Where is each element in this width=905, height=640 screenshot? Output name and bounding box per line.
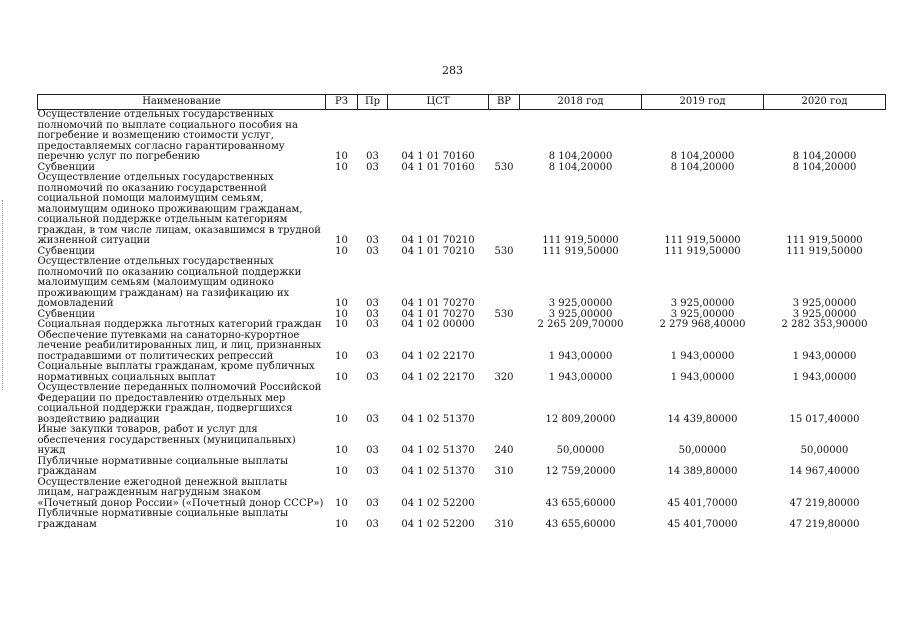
row-rz: 10 <box>335 466 348 477</box>
row-pr: 03 <box>366 371 379 383</box>
row-cst: 04 1 01 70160 <box>401 151 475 162</box>
row-2018: 1 943,00000 <box>548 350 613 362</box>
row-2019: 2 279 968,40000 <box>659 319 746 330</box>
row-2020: 15 017,40000 <box>789 413 860 425</box>
table-body <box>38 110 886 531</box>
row-2020: 8 104,20000 <box>792 151 857 162</box>
row-vr: 310 <box>494 466 514 477</box>
header-vr: ВР <box>489 95 520 110</box>
row-name: Иные закупки товаров, работ и услуг для обеспечения государственных (муниципальных) нужд <box>37 424 296 456</box>
row-rz: 10 <box>335 235 348 246</box>
row-name: Социальные выплаты гражданам, кроме публичных нормативных социальных выплат <box>37 361 315 383</box>
row-2020: 50,00000 <box>800 445 849 456</box>
row-pr: 03 <box>366 298 379 309</box>
row-vr <box>489 257 520 310</box>
row-vr <box>489 478 520 510</box>
row-2019: 45 401,70000 <box>667 518 738 530</box>
row-2019: 45 401,70000 <box>667 497 738 509</box>
table-row <box>38 173 886 247</box>
header-2019: 2019 год <box>642 95 764 110</box>
row-2018: 111 919,50000 <box>542 235 619 246</box>
row-rz: 10 <box>335 161 348 173</box>
row-name: Осуществление ежегодной денежной выплаты лицам, награжденным нагрудным знаком «Почетный донор России» («Почетный донор СССР») <box>37 476 324 509</box>
row-pr: 03 <box>366 445 379 456</box>
row-rz: 10 <box>335 497 348 509</box>
row-2018: 12 759,20000 <box>545 466 616 477</box>
budget-table <box>37 94 886 530</box>
row-pr: 03 <box>366 151 379 162</box>
row-cst: 04 1 01 70160 <box>401 161 475 173</box>
row-cst: 04 1 02 52200 <box>401 518 475 530</box>
row-2019: 1 943,00000 <box>670 371 735 383</box>
row-rz: 10 <box>335 413 348 425</box>
row-pr: 03 <box>366 413 379 425</box>
row-name: Осуществление переданных полномочий Российской Федерации по предоставлению отдельных мер социальной поддержки граждан, подвергшихся воздействию радиации <box>37 382 322 425</box>
row-pr: 03 <box>366 497 379 509</box>
row-cst: 04 1 02 22170 <box>401 350 475 362</box>
row-2019: 14 439,80000 <box>667 413 738 425</box>
row-2020: 2 282 353,90000 <box>781 319 868 330</box>
row-cst: 04 1 02 00000 <box>401 319 475 330</box>
row-2019: 1 943,00000 <box>670 350 735 362</box>
row-vr <box>489 173 520 247</box>
header-name: Наименование <box>38 95 326 110</box>
row-vr: 320 <box>494 371 514 383</box>
table-row <box>38 257 886 310</box>
row-pr: 03 <box>366 308 379 320</box>
row-vr: 310 <box>494 518 514 530</box>
table-row <box>38 110 886 163</box>
row-cst: 04 1 02 51370 <box>401 445 475 456</box>
row-pr: 03 <box>366 245 379 257</box>
row-rz: 10 <box>335 371 348 383</box>
row-cst: 04 1 01 70270 <box>401 298 475 309</box>
row-cst: 04 1 02 51370 <box>401 466 475 477</box>
row-cst: 04 1 02 52200 <box>401 497 475 509</box>
row-rz: 10 <box>335 350 348 362</box>
row-2020: 14 967,40000 <box>789 466 860 477</box>
row-2020: 3 925,00000 <box>792 298 857 309</box>
table-row <box>38 478 886 510</box>
row-2020: 3 925,00000 <box>792 308 857 320</box>
row-pr: 03 <box>366 161 379 173</box>
row-2020: 111 919,50000 <box>786 235 863 246</box>
row-cst: 04 1 02 22170 <box>401 371 475 383</box>
table-row <box>38 383 886 425</box>
row-2019: 111 919,50000 <box>664 245 741 257</box>
table-header <box>38 95 886 110</box>
row-pr: 03 <box>366 466 379 477</box>
row-2018: 8 104,20000 <box>548 161 613 173</box>
row-name: Публичные нормативные социальные выплаты гражданам <box>37 455 289 477</box>
row-2019: 14 389,80000 <box>667 466 738 477</box>
row-2018: 50,00000 <box>556 445 605 456</box>
header-cst: ЦСТ <box>388 95 489 110</box>
row-rz: 10 <box>335 245 348 257</box>
row-2018: 8 104,20000 <box>548 151 613 162</box>
row-2018: 43 655,60000 <box>545 518 616 530</box>
row-2018: 1 943,00000 <box>548 371 613 383</box>
row-2018: 43 655,60000 <box>545 497 616 509</box>
row-vr <box>489 110 520 163</box>
row-name: Субвенции <box>37 161 96 173</box>
row-2019: 50,00000 <box>678 445 727 456</box>
table-row <box>38 425 886 457</box>
row-name: Социальная поддержка льготных категорий граждан <box>37 319 322 330</box>
row-2020: 1 943,00000 <box>792 371 857 383</box>
row-name: Публичные нормативные социальные выплаты гражданам <box>37 508 289 530</box>
row-2018: 12 809,20000 <box>545 413 616 425</box>
row-rz: 10 <box>335 518 348 530</box>
row-name: Осуществление отдельных государственных полномочий по оказанию государственной социальной помощи малоимущим семьям, малоимущим одиноко проживающим гражданам, социальной поддержке отдельным категориям граждан, в том числе лицам, оказавшимся в трудной жизненной ситуации <box>37 172 321 246</box>
row-2020: 1 943,00000 <box>792 350 857 362</box>
row-name: Субвенции <box>37 308 96 320</box>
row-rz: 10 <box>335 151 348 162</box>
row-2018: 111 919,50000 <box>542 245 619 257</box>
row-pr: 03 <box>366 235 379 246</box>
table-row <box>38 457 886 478</box>
row-pr: 03 <box>366 518 379 530</box>
row-2019: 8 104,20000 <box>670 151 735 162</box>
row-2019: 8 104,20000 <box>670 161 735 173</box>
row-pr: 03 <box>366 350 379 362</box>
row-2018: 3 925,00000 <box>548 298 613 309</box>
row-2018: 2 265 209,70000 <box>537 319 624 330</box>
row-vr <box>489 383 520 425</box>
row-2020: 111 919,50000 <box>786 245 863 257</box>
header-pr: Пр <box>358 95 388 110</box>
row-2020: 47 219,80000 <box>789 518 860 530</box>
row-rz: 10 <box>335 319 348 330</box>
row-vr <box>489 331 520 363</box>
row-vr: 530 <box>494 161 514 173</box>
margin-dotted-line <box>2 200 9 390</box>
row-2019: 111 919,50000 <box>664 235 741 246</box>
row-2019: 3 925,00000 <box>670 308 735 320</box>
row-rz: 10 <box>335 298 348 309</box>
table-row <box>38 362 886 383</box>
row-name: Субвенции <box>37 245 96 257</box>
header-rz: РЗ <box>326 95 358 110</box>
page-number: 283 <box>442 64 463 77</box>
row-2020: 47 219,80000 <box>789 497 860 509</box>
row-vr: 530 <box>494 245 514 257</box>
row-name: Осуществление отдельных государственных полномочий по выплате социального пособия на погребение и возмещению стоимости услуг, предоставляемых согласно гарантированному перечню услуг по погребению <box>37 109 298 162</box>
table-row <box>38 331 886 363</box>
table-row <box>38 320 886 331</box>
row-2019: 3 925,00000 <box>670 298 735 309</box>
header-2018: 2018 год <box>520 95 642 110</box>
row-vr: 530 <box>494 308 514 320</box>
table-row <box>38 509 886 530</box>
row-cst: 04 1 01 70210 <box>401 235 475 246</box>
row-cst: 04 1 01 70270 <box>401 308 475 320</box>
header-2020: 2020 год <box>764 95 886 110</box>
row-name: Осуществление отдельных государственных полномочий по оказанию социальной поддержки малоимущим семьям (малоимущим одиноко проживающим гражданам) на газификацию их домовладений <box>37 256 302 309</box>
row-name: Обеспечение путевками на санаторно-курортное лечение реабилитированных лиц, и лиц, признанных пострадавшими от политических репрессий <box>37 329 322 362</box>
row-2018: 3 925,00000 <box>548 308 613 320</box>
row-2020: 8 104,20000 <box>792 161 857 173</box>
row-rz: 10 <box>335 308 348 320</box>
row-cst: 04 1 02 51370 <box>401 413 475 425</box>
row-rz: 10 <box>335 445 348 456</box>
row-pr: 03 <box>366 319 379 330</box>
row-cst: 04 1 01 70210 <box>401 245 475 257</box>
row-vr <box>489 320 520 331</box>
row-vr: 240 <box>494 445 514 456</box>
